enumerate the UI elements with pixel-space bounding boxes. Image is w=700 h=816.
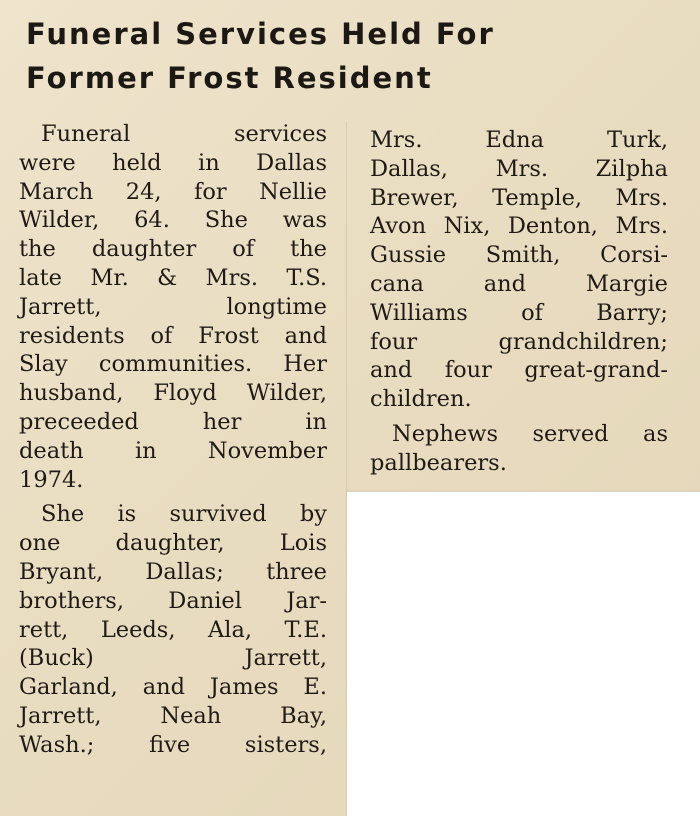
article-line: and four great-grand-	[370, 357, 668, 384]
article-column-1	[19, 120, 327, 760]
headline	[26, 12, 666, 100]
article-line: Bryant, Dallas; three	[19, 558, 327, 585]
article-line: pallbearers.	[370, 449, 507, 476]
article-line: Mrs. Edna Turk,	[370, 127, 668, 153]
article-line: rett, Leeds, Ala, T.E.	[19, 616, 327, 643]
article-line: one daughter, Lois	[19, 530, 327, 557]
article-column-2	[370, 126, 668, 478]
blank-area	[347, 492, 700, 816]
article-line: (Buck) Jarrett,	[19, 645, 327, 672]
article-line: Wilder, 64. She was	[19, 207, 327, 234]
article-line: husband, Floyd Wilder,	[19, 380, 327, 407]
article-line: death in November	[19, 437, 327, 464]
article-line: Garland, and James E.	[19, 674, 327, 701]
article-line: Nephews served as	[392, 420, 668, 447]
article-line: late Mr. & Mrs. T.S.	[19, 264, 327, 291]
article-line: She is survived by	[41, 501, 327, 528]
article-line: preceeded her in	[19, 408, 327, 435]
article-line: 1974.	[19, 466, 84, 493]
article-line: Jarrett, longtime	[19, 293, 327, 320]
article-line: Wash.; five sisters,	[19, 731, 327, 758]
article-line: Slay communities. Her	[19, 351, 327, 378]
article-line: March 24, for Nellie	[19, 178, 327, 205]
headline-line-1: Funeral Services Held For	[26, 17, 495, 51]
article-line: the daughter of the	[19, 236, 327, 263]
article-line: Brewer, Temple, Mrs.	[370, 184, 668, 211]
article-line: Jarrett, Neah Bay,	[19, 702, 327, 729]
article-line: brothers, Daniel Jar-	[19, 587, 327, 614]
article-line: Funeral services	[41, 121, 327, 147]
article-line: Dallas, Mrs. Zilpha	[370, 155, 668, 182]
article-line: four grandchildren;	[370, 328, 668, 355]
headline-line-2: Former Frost Resident	[26, 61, 433, 95]
article-line: Gussie Smith, Corsi-	[370, 242, 668, 269]
article-line: cana and Margie	[370, 270, 668, 297]
article-line: Avon Nix, Denton, Mrs.	[370, 213, 668, 240]
article-line: residents of Frost and	[19, 322, 327, 349]
article-line: were held in Dallas	[19, 149, 327, 176]
article-line: Williams of Barry;	[370, 299, 668, 326]
article-line: children.	[370, 386, 472, 413]
